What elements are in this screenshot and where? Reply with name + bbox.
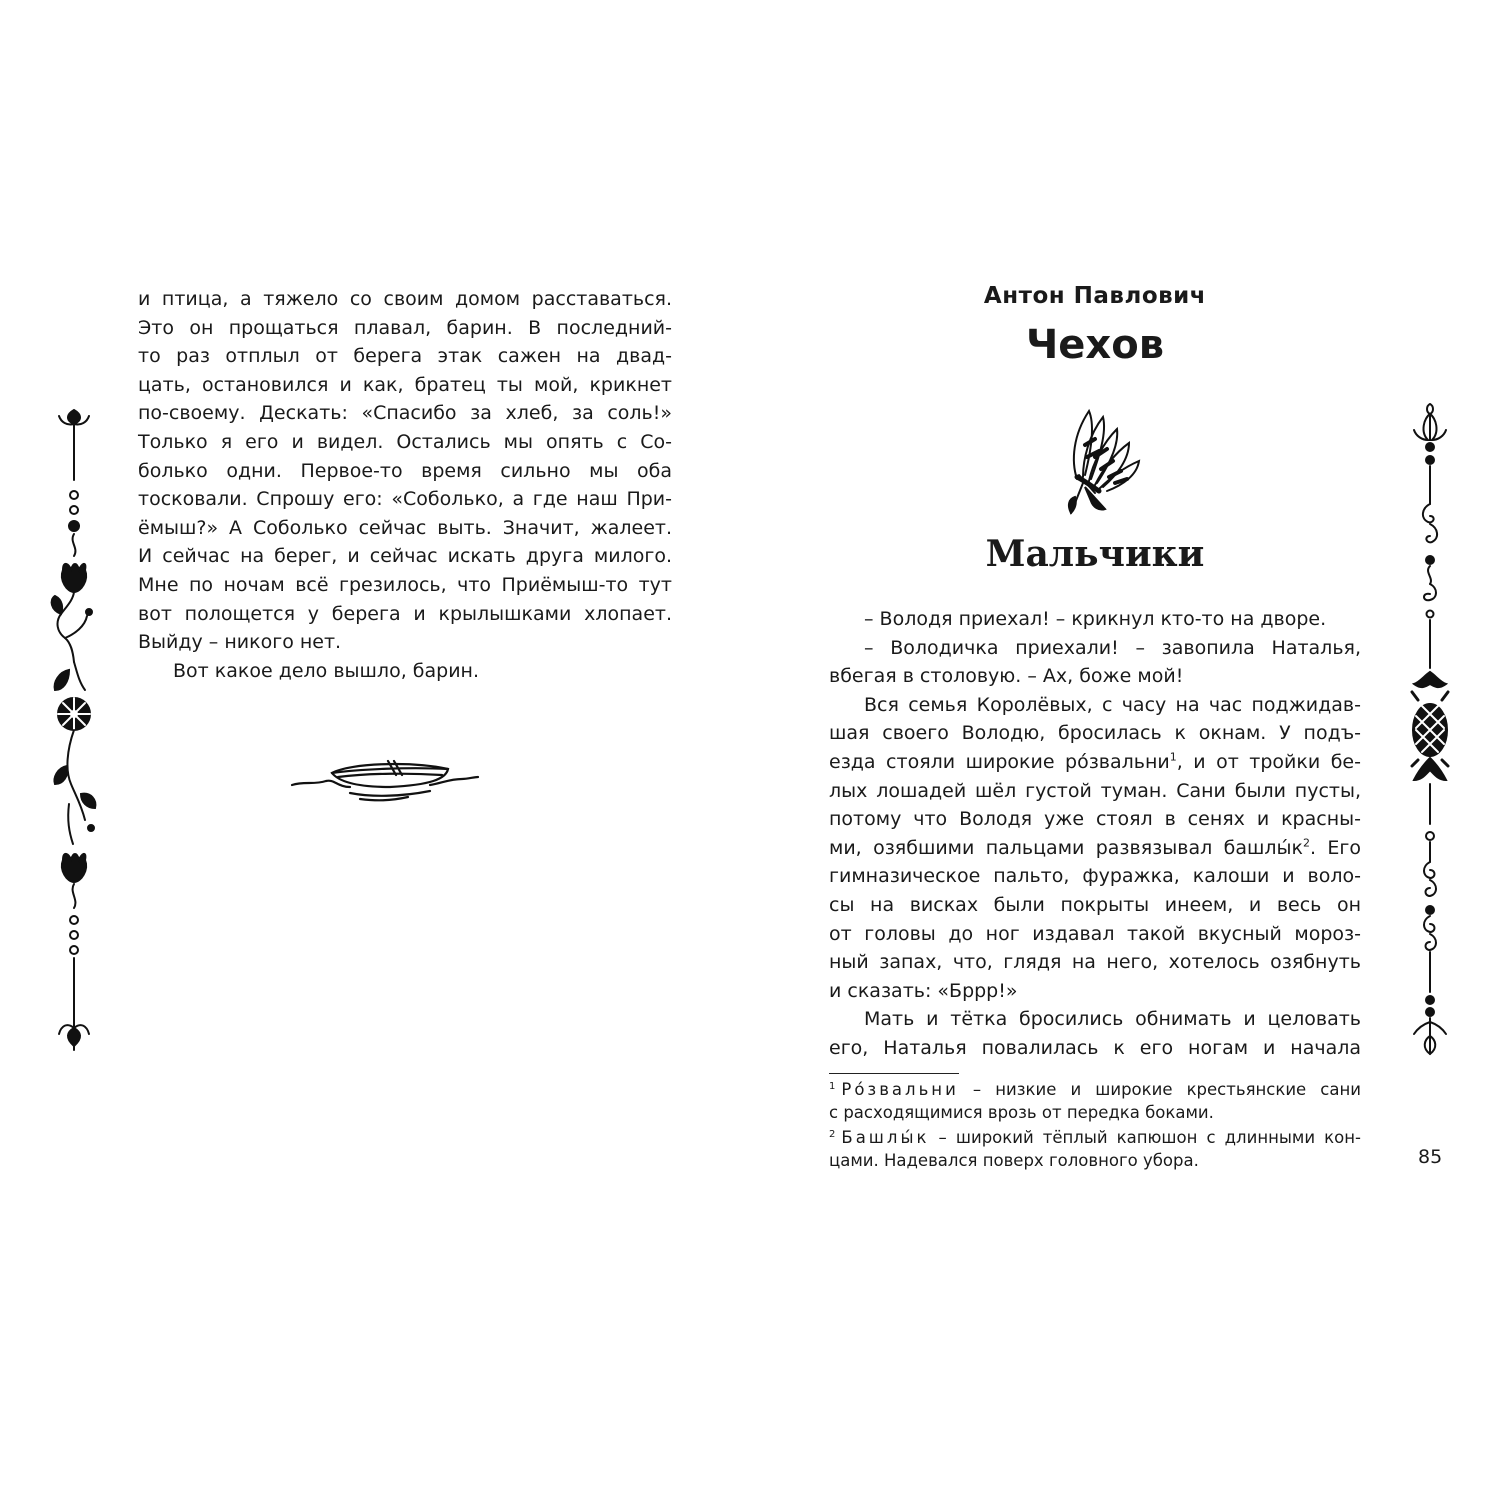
text-line: Вот какое дело вышло, барин. — [173, 659, 480, 682]
footnote-line: с расходящимися врозь от передка боками. — [829, 1102, 1214, 1122]
author-name: Антон Павлович — [983, 283, 1207, 309]
footnote-text: – широкий тёплый капюшон с длинными кон- — [929, 1128, 1361, 1147]
text-line: Выйду – никого нет. — [138, 631, 342, 654]
text-line: Это он прощаться плавал, барин. В последний- — [138, 316, 672, 339]
text-line: лых лошадей шёл густой туман. Сани были пусты, — [829, 779, 1361, 802]
text-line: Мне по ночам всё грезилось, что Приёмыш-то тут — [138, 573, 672, 596]
text-line: вот полощется у берега и крылышками хлопает. — [138, 602, 672, 625]
text-run: . Его — [1309, 836, 1361, 859]
footnote-2 — [829, 1127, 1361, 1172]
text-line: его, Наталья повалилась к его ногам и начала — [829, 1036, 1361, 1059]
right-pineapple-border-ornament — [1400, 400, 1460, 1065]
boat-illustration — [290, 755, 480, 805]
text-line: и сказать: «Бррр!» — [829, 979, 1018, 1002]
text-line: ный запах, что, глядя на него, хотелось озябнуть — [829, 951, 1361, 974]
author-surname: Чехов — [1025, 322, 1165, 368]
text-line: и птица, а тяжело со своим домом расставаться. — [138, 288, 672, 310]
text-line: Только я его и видел. Остались мы опять с Со- — [138, 430, 672, 453]
text-line: цать, остановился и как, братец ты мой, крикнет — [138, 373, 672, 396]
text-line: шая своего Володю, бросилась к окнам. У подъ- — [829, 722, 1361, 745]
footnote-ref-1: 1 — [1169, 750, 1177, 764]
feather-emblem — [1055, 405, 1150, 520]
text-line: то раз отплыл от берега этак сажен на двад- — [138, 345, 672, 368]
text-line: от головы до ног издавал такой вкусный мороз- — [829, 922, 1361, 945]
page-number: 85 — [1418, 1146, 1443, 1168]
text-line: вбегая в столовую. – Ах, боже мой! — [829, 665, 1184, 688]
footnote-text: – низкие и широкие крестьянские сани — [958, 1080, 1361, 1099]
footnote-divider — [829, 1073, 959, 1074]
text-line: Мать и тётка бросились обнимать и целовать — [864, 1008, 1361, 1031]
footnote-term: Ро́звальни — [841, 1080, 959, 1099]
text-run: , и от тройки бе- — [1176, 750, 1361, 773]
footnote-term: Башлы́к — [841, 1128, 930, 1147]
text-line: Вся семья Королёвых, с часу на час поджидав- — [864, 693, 1361, 716]
text-line: по-своему. Дескать: «Спасибо за хлеб, за соль!» — [138, 402, 672, 425]
text-line: – Володя приехал! – крикнул кто-то на дворе. — [864, 608, 1327, 630]
right-page — [750, 0, 1500, 1500]
footnote-line: цами. Надевался поверх головного убора. — [829, 1150, 1199, 1170]
text-line: гимназическое пальто, фуражка, калоши и воло- — [829, 865, 1361, 888]
text-line — [829, 748, 1361, 777]
text-run: езда стояли широкие ро́звальни — [829, 750, 1170, 773]
right-page-body-text — [829, 605, 1361, 1063]
footnotes — [829, 1079, 1361, 1175]
text-line: И сейчас на берег, и сейчас искать друга милого. — [138, 545, 672, 568]
text-line: болько одни. Первое-то время сильно мы оба — [138, 459, 672, 482]
left-floral-border-ornament — [45, 400, 105, 1060]
text-line: – Володичка приехали! – завопила Наталья, — [864, 636, 1361, 659]
text-line: сы на висках были покрыты инеем, и весь он — [829, 893, 1361, 916]
text-line — [829, 834, 1361, 863]
footnote-1 — [829, 1079, 1361, 1124]
text-line: тосковали. Спрошу его: «Соболько, а где наш При- — [138, 488, 672, 511]
text-line: ёмыш?» А Соболько сейчас выть. Значит, жалеет. — [138, 516, 672, 539]
left-page-body-text — [138, 285, 672, 685]
text-line: потому что Володя уже стоял в сенях и красны- — [829, 808, 1361, 831]
footnote-line — [829, 1127, 1361, 1150]
footnote-marker: 2 — [829, 1128, 836, 1140]
story-title: Мальчики — [985, 533, 1205, 575]
text-run: ми, озябшими пальцами развязывал башлы́к — [829, 836, 1303, 859]
footnote-line — [829, 1079, 1361, 1102]
footnote-ref-2: 2 — [1302, 836, 1310, 850]
footnote-marker: 1 — [829, 1080, 836, 1092]
